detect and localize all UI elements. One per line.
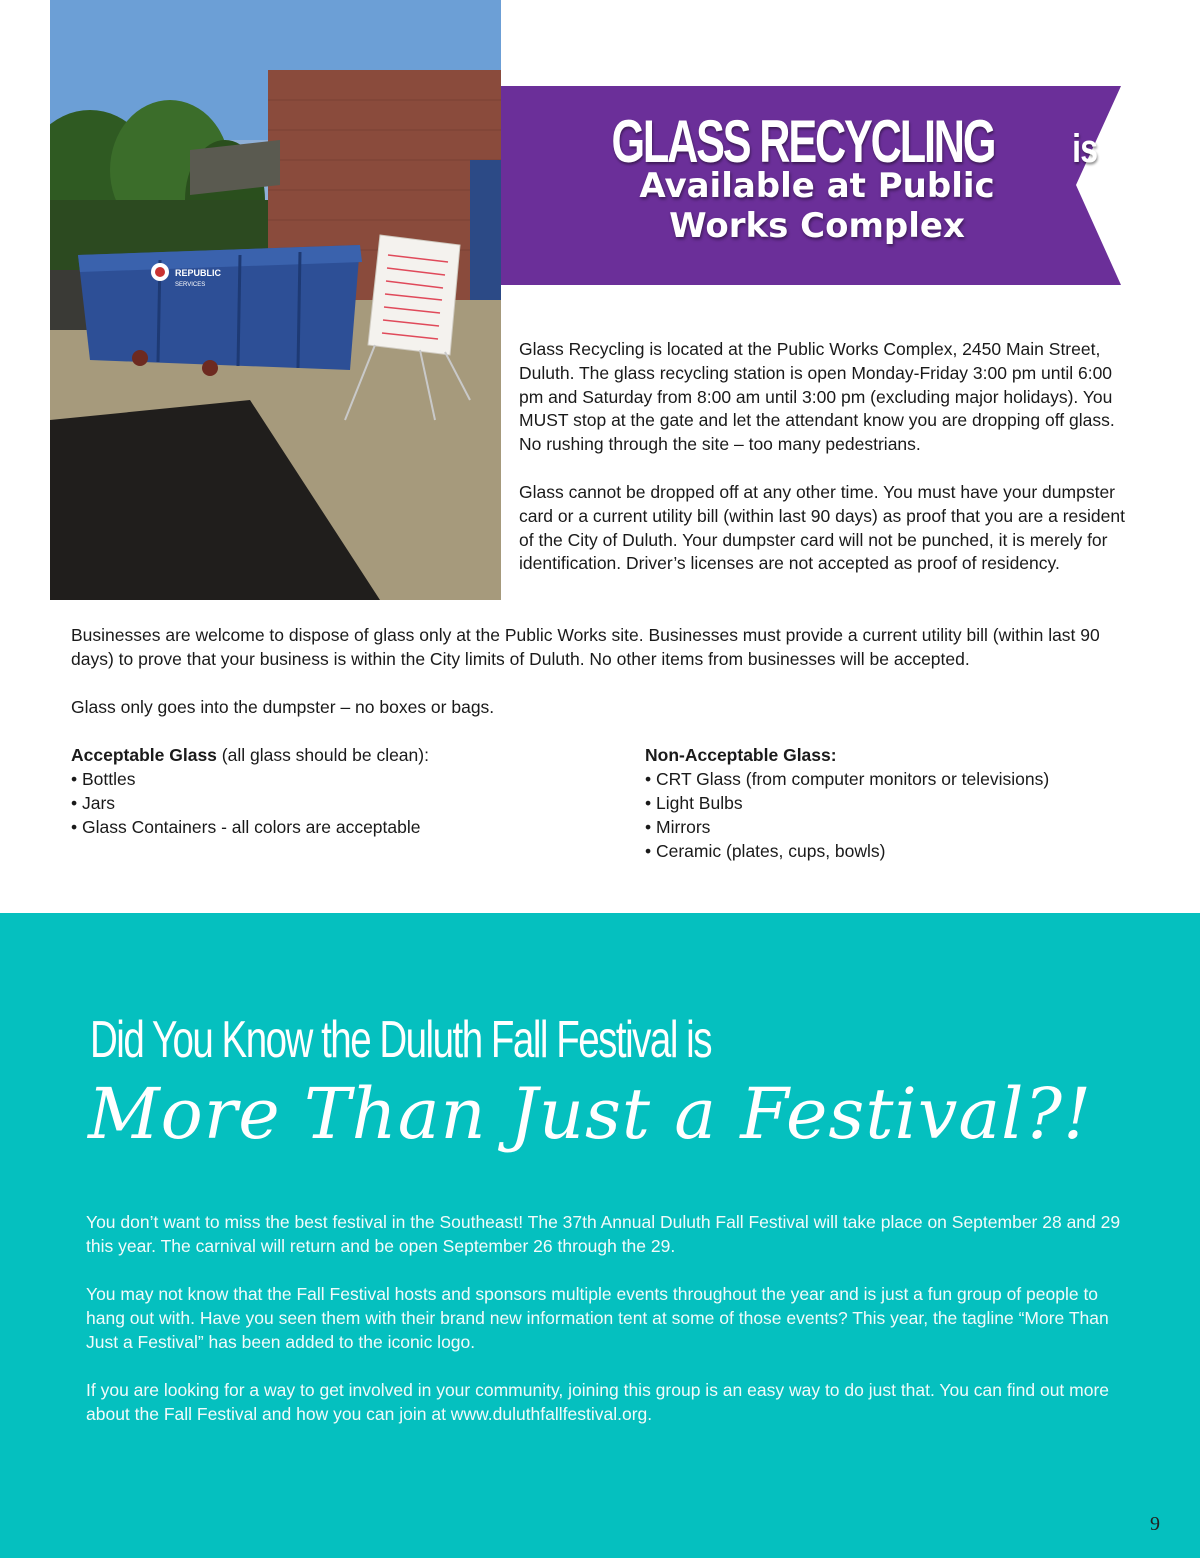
banner-subtitle-line1: Available at Public bbox=[639, 166, 995, 206]
festival-paragraph-3: If you are looking for a way to get involved in your community, joining this group is an easy way to do just that. You can find out more about the Fall Festival and how you can join at www.duluthfallfestival.org. bbox=[86, 1380, 1110, 1424]
list-item: • Mirrors bbox=[645, 817, 711, 837]
list-item: • Jars bbox=[71, 793, 116, 813]
fall-festival-section bbox=[0, 913, 1200, 1558]
list-item: • Light Bulbs bbox=[645, 793, 743, 813]
dumpster-brand-sub: SERVICES bbox=[175, 282, 206, 288]
list-item: • Bottles bbox=[71, 769, 136, 789]
dumpster-brand: REPUBLIC bbox=[175, 268, 222, 278]
non-acceptable-glass-list bbox=[645, 743, 1145, 863]
banner-title bbox=[597, 108, 1097, 175]
acceptable-note: (all glass should be clean): bbox=[216, 745, 429, 765]
non-acceptable-heading: Non-Acceptable Glass: bbox=[645, 745, 837, 765]
acceptable-heading: Acceptable Glass bbox=[71, 745, 217, 765]
acceptable-glass-list bbox=[71, 743, 591, 839]
list-item: • Glass Containers - all colors are acceptable bbox=[71, 817, 421, 837]
intro-paragraph-1: Glass Recycling is located at the Public Works Complex, 2450 Main Street, Duluth. The glass recycling station is open Monday-Friday 3:00 pm until 6:00 pm and Saturday from 8:00 am until 3:00 pm (excluding major holidays). You MUST stop at the gate and let the attendant know you are dropping off glass. No rushing through the site – too many pedestrians. bbox=[519, 339, 1115, 455]
list-item: • Ceramic (plates, cups, bowls) bbox=[645, 841, 886, 861]
banner-title-big: GLASS RECYCLING bbox=[611, 108, 995, 175]
intro-text bbox=[519, 338, 1134, 600]
intro-paragraph-2: Glass cannot be dropped off at any other time. You must have your dumpster card or a current utility bill (within last 90 days) as proof that you are a resident of the City of Duluth. Your dumpster card will not be punched, it is merely for identification. Driver’s licenses are not accepted as proof of residency. bbox=[519, 481, 1125, 574]
list-item: • CRT Glass (from computer monitors or televisions) bbox=[645, 769, 1050, 789]
festival-paragraph-1: You don’t want to miss the best festival in the Southeast! The 37th Annual Duluth Fall Festival will take place on September 28 and 29 this year. The carnival will return and be open September 26 through the 29. bbox=[86, 1212, 1121, 1256]
dumpster-photo bbox=[50, 0, 501, 600]
glass-only-paragraph: Glass only goes into the dumpster – no boxes or bags. bbox=[71, 696, 495, 717]
page-number: 9 bbox=[1150, 1513, 1160, 1535]
business-paragraph: Businesses are welcome to dispose of glass only at the Public Works site. Businesses must provide a current utility bill (within last 90 days) to prove that your business is within the City limits of Duluth. No other items from businesses will be accepted. bbox=[71, 625, 1100, 669]
festival-body bbox=[86, 1210, 1126, 1450]
banner-title-small: is bbox=[1071, 127, 1097, 171]
glass-recycling-banner bbox=[501, 86, 1121, 285]
festival-script-headline: More Than Just a Festival?! bbox=[88, 1073, 1093, 1155]
body-text bbox=[71, 624, 1131, 743]
festival-headline: Did You Know the Duluth Fall Festival is bbox=[90, 1011, 711, 1069]
banner-subtitle-line2: Works Complex bbox=[669, 206, 965, 246]
festival-paragraph-2: You may not know that the Fall Festival hosts and sponsors multiple events throughout the year and is just a fun group of people to hang out with. Have you seen them with their brand new information tent at some of those events? This year, the tagline “More Than Just a Festival” has been added to the iconic logo. bbox=[86, 1284, 1109, 1352]
